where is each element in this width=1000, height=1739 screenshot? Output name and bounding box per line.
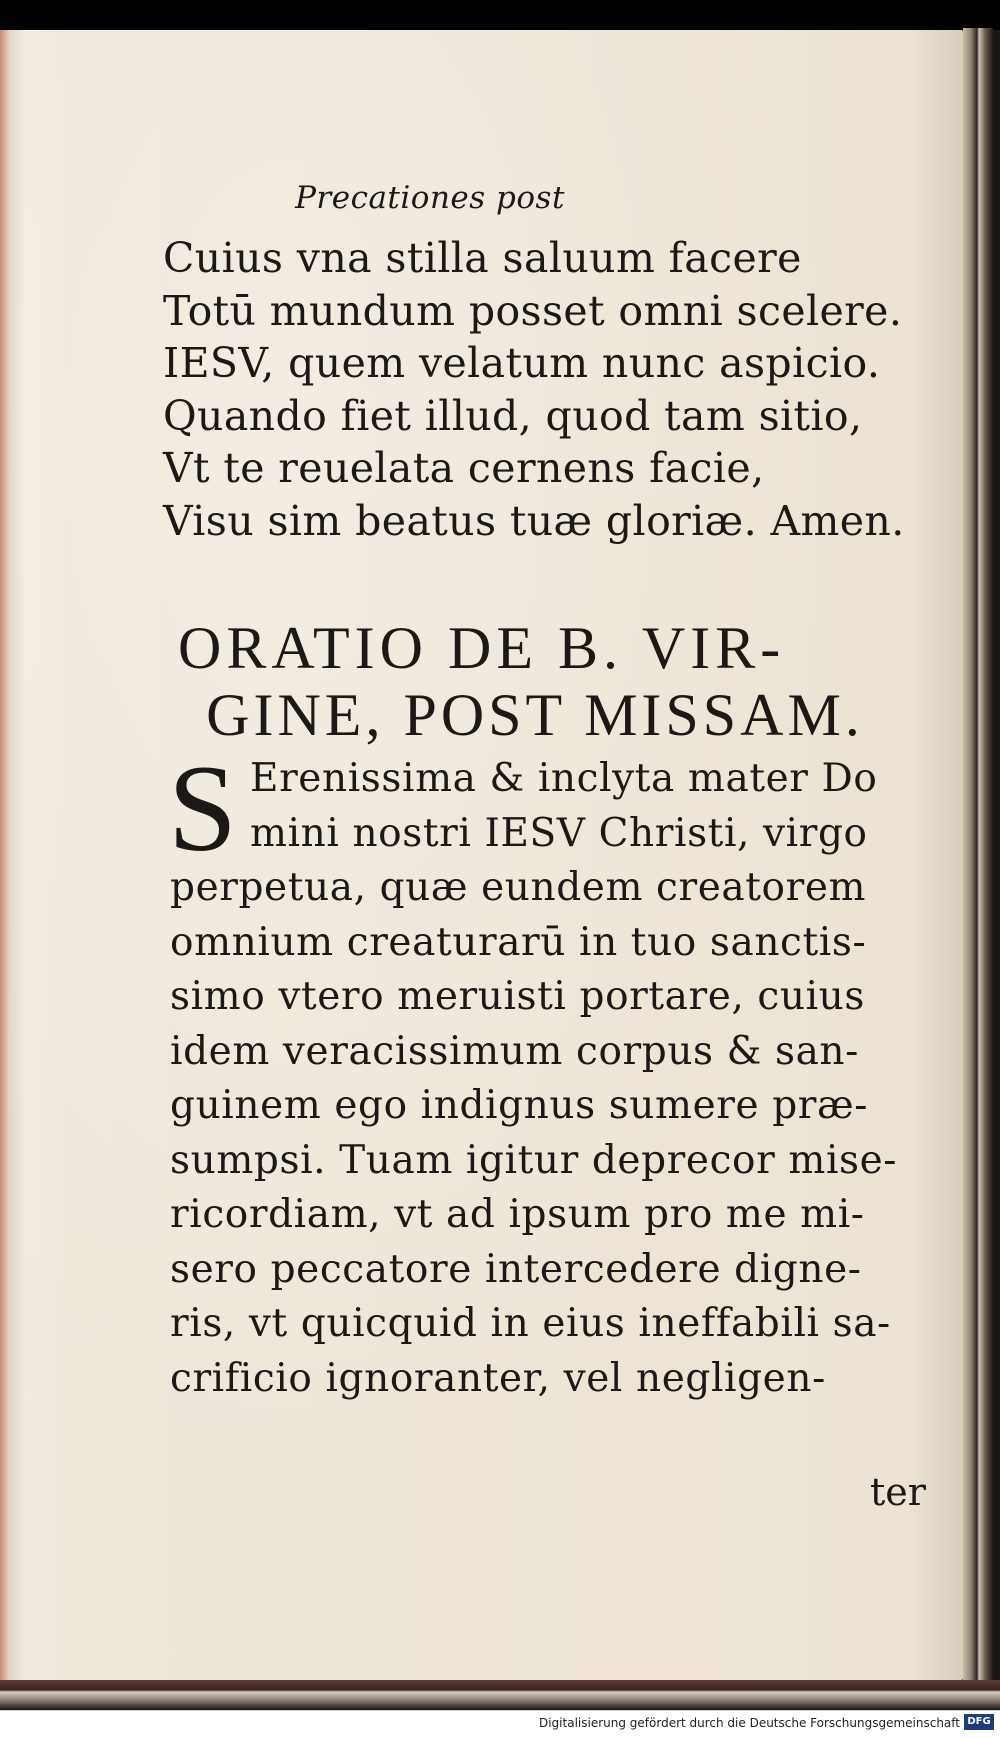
catchword: ter bbox=[870, 1470, 926, 1514]
prose-line: sero peccatore intercedere digne- bbox=[170, 1246, 862, 1292]
page-left-edge bbox=[0, 30, 10, 1680]
verse-line: Totū mundum posset omni scelere. bbox=[163, 286, 903, 335]
drop-cap: S bbox=[168, 740, 237, 877]
footer-credit: Digitalisierung gefördert durch die Deutsche Forschungsgemeinschaft bbox=[538, 1716, 960, 1730]
prose-line: sumpsi. Tuam igitur deprecor mise- bbox=[170, 1137, 898, 1183]
book-fore-edge bbox=[963, 28, 993, 1683]
prose-line: omnium creaturarū in tuo sanctis- bbox=[170, 919, 867, 965]
running-head: Precationes post bbox=[295, 180, 565, 216]
prose-line: mini nostri IESV Christi, virgo bbox=[250, 810, 868, 856]
verse-line: Cuius vna stilla saluum facere bbox=[163, 234, 802, 282]
prose-line: guinem ego indignus sumere præ- bbox=[170, 1083, 869, 1128]
section-heading bbox=[150, 615, 920, 749]
prose-line: crificio ignoranter, vel negligen- bbox=[170, 1355, 826, 1401]
prose-line: simo vtero meruisti portare, cuius bbox=[170, 974, 865, 1019]
heading-line: GINE, POST MISSAM. bbox=[206, 682, 864, 748]
scan-top-border bbox=[0, 0, 1000, 30]
book-bottom-edge bbox=[0, 1680, 1000, 1710]
verse-line: IESV, quem velatum nunc aspicio. bbox=[163, 339, 881, 387]
verse-block bbox=[163, 232, 943, 547]
prose-line: ris, vt quicquid in eius ineffabili sa- bbox=[170, 1301, 891, 1346]
prose-line: ricordiam, vt ad ipsum pro me mi- bbox=[170, 1192, 865, 1237]
verse-line: Vt te reuelata cernens facie, bbox=[163, 444, 765, 492]
verse-line: Quando fiet illud, quod tam sitio, bbox=[163, 391, 863, 440]
prose-line: idem veracissimum corpus & san- bbox=[170, 1028, 859, 1074]
prose-line: perpetua, quæ eundem creatorem bbox=[170, 865, 867, 910]
heading-line: ORATIO DE B. VIR- bbox=[178, 615, 786, 681]
dfg-logo-icon: DFG bbox=[964, 1714, 994, 1730]
verse-line: Visu sim beatus tuæ gloriæ. Amen. bbox=[163, 496, 905, 545]
prayer-text bbox=[168, 740, 950, 1406]
prose-line: Erenissima & inclyta mater Do bbox=[250, 756, 878, 801]
